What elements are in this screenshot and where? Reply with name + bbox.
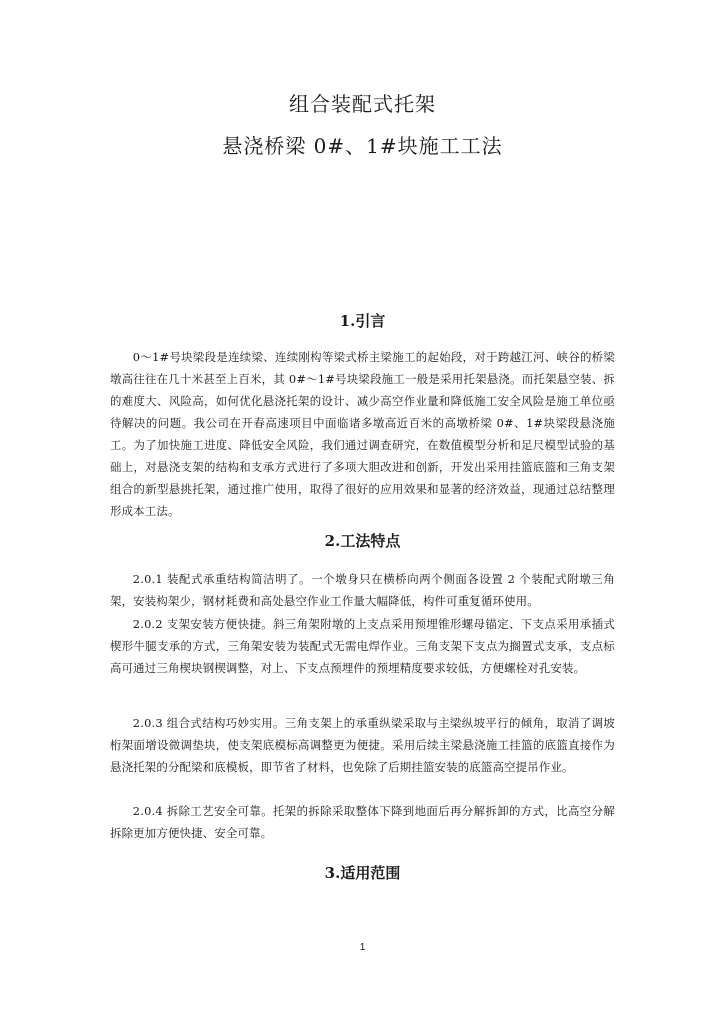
section-heading-introduction: 1.引言 (339, 312, 386, 330)
document-title-line2: 悬浇桥梁 0#、1#块施工工法 (222, 134, 503, 158)
section-heading-features: 2.工法特点 (324, 532, 401, 550)
section-paragraph: 0～1#号块梁段是连续梁、连续刚构等梁式桥主梁施工的起始段，对于跨越江河、峡谷的桥梁墩高往往在几十米甚至上百米，其 0#～1#号块梁段施工一般是采用托架悬浇。而托架悬空装、拆的难度大、风险高，如何优化悬浇托架的设计、减少高空作业量和降低施工安全风险是施工单位亟待解决的问题。我公司在开春高速项目中面临诸多墩高近百米的高墩桥梁 0#、1#块梁段悬浇施工。为了加快施工进度、降低安全风险，我们通过调查研究，在数值模型分析和足尺模型试验的基础上，对悬浇支架的结构和支承方式进行了多项大胆改进和创新，开发出采用挂篮底篮和三角支架组合的新型悬挑托架，通过推广使用，取得了很好的应用效果和显著的经济效益，现通过总结整理形成本工法。 (110, 350, 615, 518)
section-paragraph: 2.0.4 拆除工艺安全可靠。托架的拆除采取整体下降到地面后再分解拆卸的方式，比高空分解拆除更加方便快捷、安全可靠。 (110, 804, 615, 840)
section-paragraph: 2.0.1 装配式承重结构简洁明了。一个墩身只在横桥向两个侧面各设置 2 个装配式附墩三角架，安装构架少，钢材耗费和高处悬空作业工作量大幅降低，构件可重复循环使用。 (110, 572, 615, 608)
document-title-line1: 组合装配式托架 (289, 92, 436, 116)
section-paragraph: 2.0.3 组合式结构巧妙实用。三角支架上的承重纵梁采取与主梁纵坡平行的倾角，取消了调坡桁架面增设微调垫块，使支架底模标高调整更为便捷。采用后续主梁悬浇施工挂篮的底篮直接作为悬浇托架的分配梁和底模板，即节省了材料，也免除了后期挂篮安装的底篮高空提吊作业。 (110, 716, 615, 774)
page-number: 1 (359, 942, 366, 953)
section-paragraph: 2.0.2 支架安装方便快捷。斜三角架附墩的上支点采用预埋锥形螺母锚定、下支点采用承插式楔形牛腿支承的方式，三角架安装为装配式无需电焊作业。三角支架下支点为搁置式支承，支点标高可通过三角楔块钢楔调整，对上、下支点预埋件的预埋精度要求较低，方便螺栓对孔安装。 (110, 617, 615, 675)
section-heading-scope: 3.适用范围 (324, 864, 401, 882)
